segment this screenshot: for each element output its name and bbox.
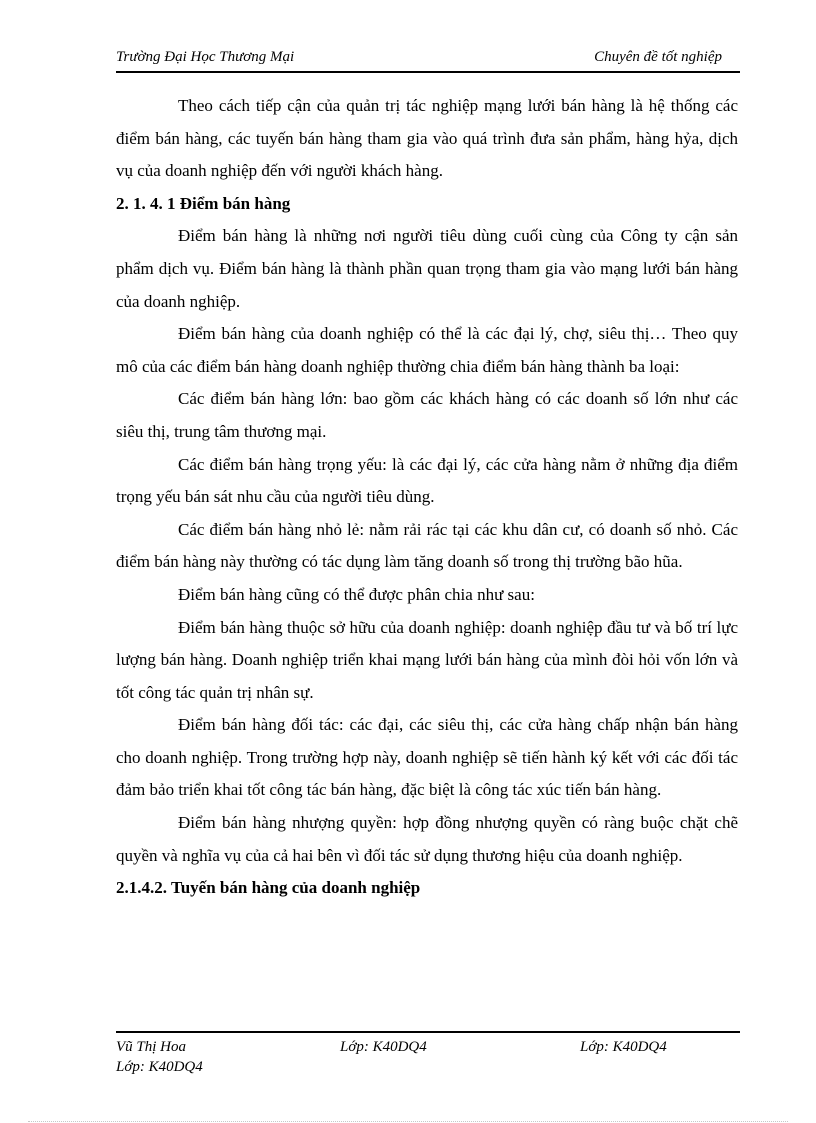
paragraph: Điểm bán hàng đối tác: các đại, các siêu thị, các cửa hàng chấp nhận bán hàng cho doanh nghiệp. Trong trường hợp này, doanh nghiệp sẽ tiến hành ký kết với các đối tác đảm bảo triển khai tốt công tác bán hàng, đặc biệt là công tác xúc tiến bán hàng. [116,715,738,800]
header-school: Trường Đại Học Thương Mại [116,49,295,65]
page-header [116,49,740,71]
footer-class-left: Lớp: K40DQ4 [116,1059,203,1075]
document-body [116,90,738,905]
header-doc-type: Chuyên đề tốt nghiệp [594,49,722,65]
paragraph: Điểm bán hàng nhượng quyền: hợp đồng nhượng quyền có ràng buộc chặt chẽ quyền và nghĩa vụ của cả hai bên vì đối tác sử dụng thương hiệu của doanh nghiệp. [116,813,738,865]
footer-divider [116,1031,740,1033]
paragraph: Điểm bán hàng là những nơi người tiêu dùng cuối cùng của Công ty cận sản phẩm dịch vụ. Điểm bán hàng là thành phần quan trọng tham gia vào mạng lưới bán hàng của doanh nghiệp. [116,226,738,311]
paragraph: Các điểm bán hàng trọng yếu: là các đại lý, các cửa hàng nằm ở những địa điểm trọng yếu bán sát nhu cầu của người tiêu dùng. [116,454,738,507]
paragraph: Các điểm bán hàng lớn: bao gồm các khách hàng có các doanh số lớn như các siêu thị, trung tâm thương mại. [116,389,738,441]
paragraph: Điểm bán hàng thuộc sở hữu của doanh nghiệp: doanh nghiệp đầu tư và bố trí lực lượng bán hàng. Doanh nghiệp triển khai mạng lưới bán hàng của mình đòi hỏi vốn lớn và tốt công tác quản trị nhân sự. [116,617,738,702]
paragraph: Điểm bán hàng của doanh nghiệp có thể là các đại lý, chợ, siêu thị… Theo quy mô của các điểm bán hàng doanh nghiệp thường chia điểm bán hàng thành ba loại: [116,324,738,376]
section-heading: 2. 1. 4. 1 Điểm bán hàng [116,193,291,213]
footer-class-mid: Lớp: K40DQ4 [340,1039,427,1055]
paragraph: Theo cách tiếp cận của quản trị tác nghiệp mạng lưới bán hàng là hệ thống các điểm bán hàng, các tuyến bán hàng tham gia vào quá trình đưa sản phẩm, hàng hỷa, dịch vụ của doanh nghiệp đến với người khách hàng. [116,96,738,181]
paragraph: Các điểm bán hàng nhỏ lẻ: nằm rải rác tại các khu dân cư, có doanh số nhỏ. Các điểm bán hàng này thường có tác dụng làm tăng doanh số trong thị trường bão hũa. [116,519,738,572]
section-heading: 2.1.4.2. Tuyến bán hàng của doanh nghiệp [116,878,421,898]
footer-class-right: Lớp: K40DQ4 [580,1039,667,1055]
footer-author: Vũ Thị Hoa [116,1039,187,1055]
paragraph: Điểm bán hàng cũng có thể được phân chia như sau: [178,584,535,604]
header-divider [116,71,740,73]
page-bottom-border [28,1121,788,1122]
